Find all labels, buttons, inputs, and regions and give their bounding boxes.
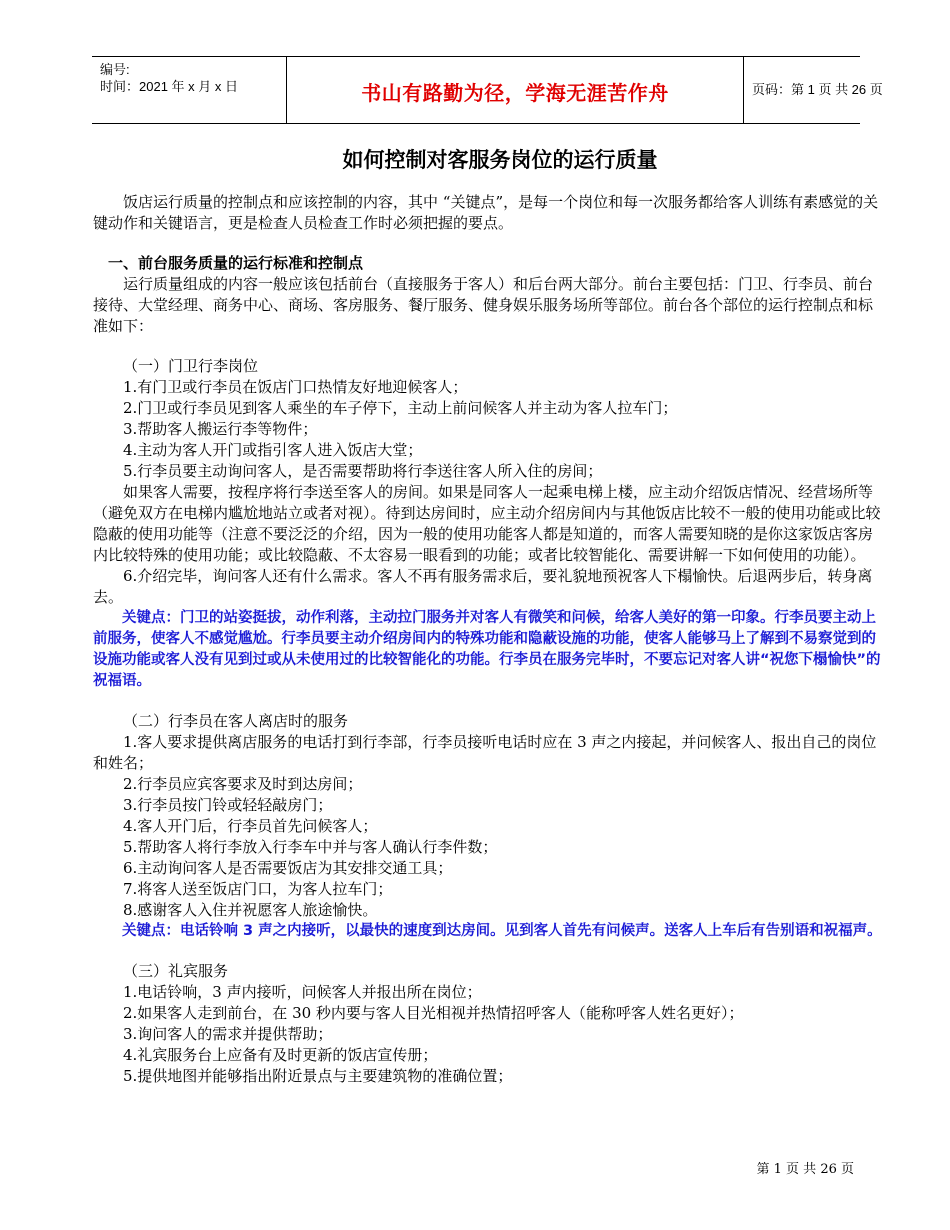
list-item: 3.询问客人的需求并提供帮助；	[123, 1025, 333, 1043]
list-item: 4.礼宾服务台上应备有及时更新的饭店宣传册；	[123, 1046, 438, 1064]
list-item: 5.帮助客人将行李放入行李车中并与客人确认行李件数；	[123, 838, 498, 856]
page-footer: 第 1 页 共 26 页	[756, 1162, 854, 1177]
document-title: 如何控制对客服务岗位的运行质量	[342, 148, 658, 172]
body-paragraph: 如果客人需要，按程序将行李送至客人的房间。如果是同客人一起乘电梯上楼，应主动介绍饭店情况、经营场所等（避免双方在电梯内尴尬地站立或者对视）。待到达房间时，应主动介绍房间内与其他饭店比较不一般的使用功能或比较隐蔽的使用功能等（注意不要泛泛的介绍，因为一般的使用功能客人都是知道的，而客人需要知晓的是你这家饭店客房内比较特殊的使用功能；或比较隐蔽、不太容易一眼看到的功能；或者比较智能化、需要讲解一下如何使用的功能）。	[93, 483, 881, 564]
header-motto-cell	[286, 57, 744, 123]
document-body	[93, 192, 885, 1087]
list-item: 3.行李员按门铃或轻轻敲房门；	[123, 796, 333, 814]
list-item: 6.主动询问客人是否需要饭店为其安排交通工具；	[123, 859, 453, 877]
list-item: 7.将客人送至饭店门口，为客人拉车门；	[123, 880, 393, 898]
motto: 书山有路勤为径，学海无涯苦作舟	[361, 81, 669, 105]
list-item: 2.门卫或行李员见到客人乘坐的车子停下，主动上前问候客人并主动为客人拉车门；	[123, 399, 678, 417]
list-item: 2.行李员应宾客要求及时到达房间；	[123, 775, 363, 793]
page-header	[92, 56, 883, 124]
list-item: 4.客人开门后，行李员首先问候客人；	[123, 817, 378, 835]
list-item: 5.行李员要主动询问客人，是否需要帮助将行李送往客人所入住的房间；	[123, 462, 603, 480]
list-item: 1.电话铃响，3 声内接听，问候客人并报出所在岗位；	[123, 983, 482, 1001]
list-item: 1.有门卫或行李员在饭店门口热情友好地迎候客人；	[123, 378, 468, 396]
subsection-heading: （二）行李员在客人离店时的服务	[123, 712, 349, 730]
key-point-label: 关键点：	[122, 923, 180, 939]
page-info: 页码：第 1 页 共 26 页	[752, 82, 883, 97]
header-page-cell	[742, 57, 883, 123]
list-item: 6.介绍完毕，询问客人还有什么需求。客人不再有服务需求后，要礼貌地预祝客人下榻愉快。后退两步后，转身离去。	[93, 567, 873, 606]
key-point-label: 关键点：	[122, 610, 180, 626]
key-point	[93, 921, 885, 942]
subsection-heading: （一）门卫行李岗位	[123, 357, 259, 375]
key-point-text: 电话铃响 3 声之内接听，以最快的速度到达房间。见到客人首先有问候声。送客人上车后有告别语和祝福声。	[180, 923, 882, 939]
list-item: 8.感谢客人入住并祝愿客人旅途愉快。	[123, 901, 378, 919]
key-point	[93, 608, 885, 692]
subsection-heading: （三）礼宾服务	[123, 962, 229, 980]
time-label: 时间：2021 年 x 月 x 日	[100, 79, 238, 94]
serial-label: 编号:	[100, 62, 130, 77]
section-paragraph: 运行质量组成的内容一般应该包括前台（直接服务于客人）和后台两大部分。前台主要包括：门卫、行李员、前台接待、大堂经理、商务中心、商场、客房服务、餐厅服务、健身娱乐服务场所等部位。前台各个部位的运行控制点和标准如下：	[93, 275, 874, 335]
list-item: 3.帮助客人搬运行李等物件；	[123, 420, 318, 438]
key-point-text: 门卫的站姿挺拔，动作利落，主动拉门服务并对客人有微笑和问候，给客人美好的第一印象。行李员要主动上前服务，使客人不感觉尴尬。行李员要主动介绍房间内的特殊功能和隐蔽设施的功能，使客人能够马上了解到不易察觉到的设施功能或客人没有见到过或从未使用过的比较智能化的功能。行李员在服务完毕时，不要忘记对客人讲“祝您下榻愉快”的祝福语。	[93, 610, 881, 689]
header-meta-cell	[92, 57, 286, 123]
list-item: 5.提供地图并能够指出附近景点与主要建筑物的准确位置；	[123, 1067, 513, 1085]
section-heading: 一、前台服务质量的运行标准和控制点	[108, 254, 364, 272]
list-item: 4.主动为客人开门或指引客人进入饭店大堂；	[123, 441, 423, 459]
list-item: 1.客人要求提供离店服务的电话打到行李部，行李员接听电话时应在 3 声之内接起，并问候客人、报出自己的岗位和姓名；	[93, 733, 877, 772]
intro-paragraph: 饭店运行质量的控制点和应该控制的内容，其中 “关键点”，是每一个岗位和每一次服务都给客人训练有素感觉的关键动作和关键语言，更是检查人员检查工作时必须把握的要点。	[93, 193, 879, 232]
list-item: 2.如果客人走到前台，在 30 秒内要与客人目光相视并热情招呼客人（能称呼客人姓名更好）；	[123, 1004, 744, 1022]
